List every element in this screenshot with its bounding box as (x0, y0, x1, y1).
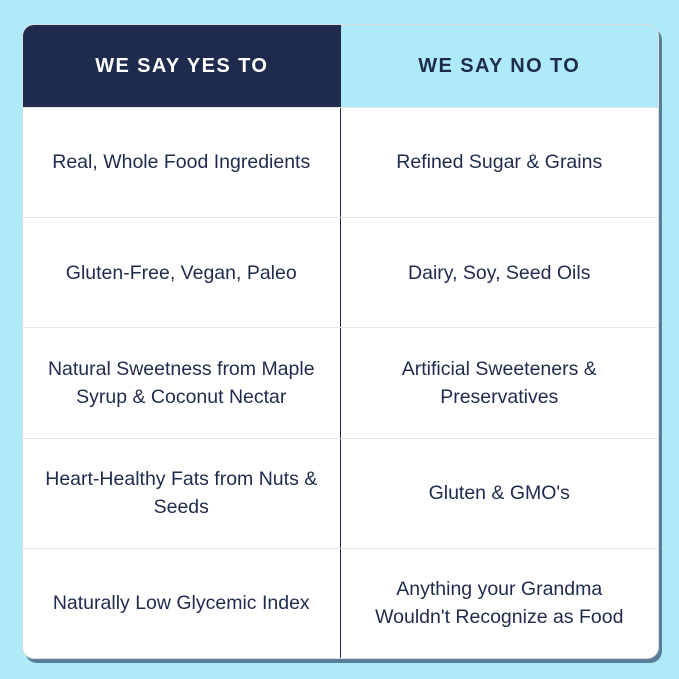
yes-cell: Real, Whole Food Ingredients (23, 108, 341, 217)
table-header-row (23, 25, 658, 107)
yes-cell: Natural Sweetness from Maple Syrup & Coconut Nectar (23, 328, 341, 437)
table-row (23, 438, 658, 548)
table-row (23, 217, 658, 327)
no-cell: Gluten & GMO's (428, 482, 570, 505)
comparison-table (23, 25, 658, 658)
no-cell: Artificial Sweeteners & Preservatives (401, 357, 597, 408)
column-header-yes: WE SAY YES TO (23, 25, 341, 107)
no-cell: Anything your Grandma Wouldn't Recognize as Food (375, 578, 624, 629)
no-cell: Refined Sugar & Grains (396, 151, 603, 174)
table-row (23, 548, 658, 658)
yes-cell: Naturally Low Glycemic Index (23, 549, 341, 658)
yes-cell: Gluten-Free, Vegan, Paleo (23, 218, 341, 327)
column-header-no: WE SAY NO TO (341, 25, 659, 107)
yes-cell: Heart-Healthy Fats from Nuts & Seeds (23, 439, 341, 548)
table-row (23, 107, 658, 217)
table-row (23, 327, 658, 437)
no-cell: Dairy, Soy, Seed Oils (408, 261, 591, 284)
comparison-card (22, 24, 659, 659)
